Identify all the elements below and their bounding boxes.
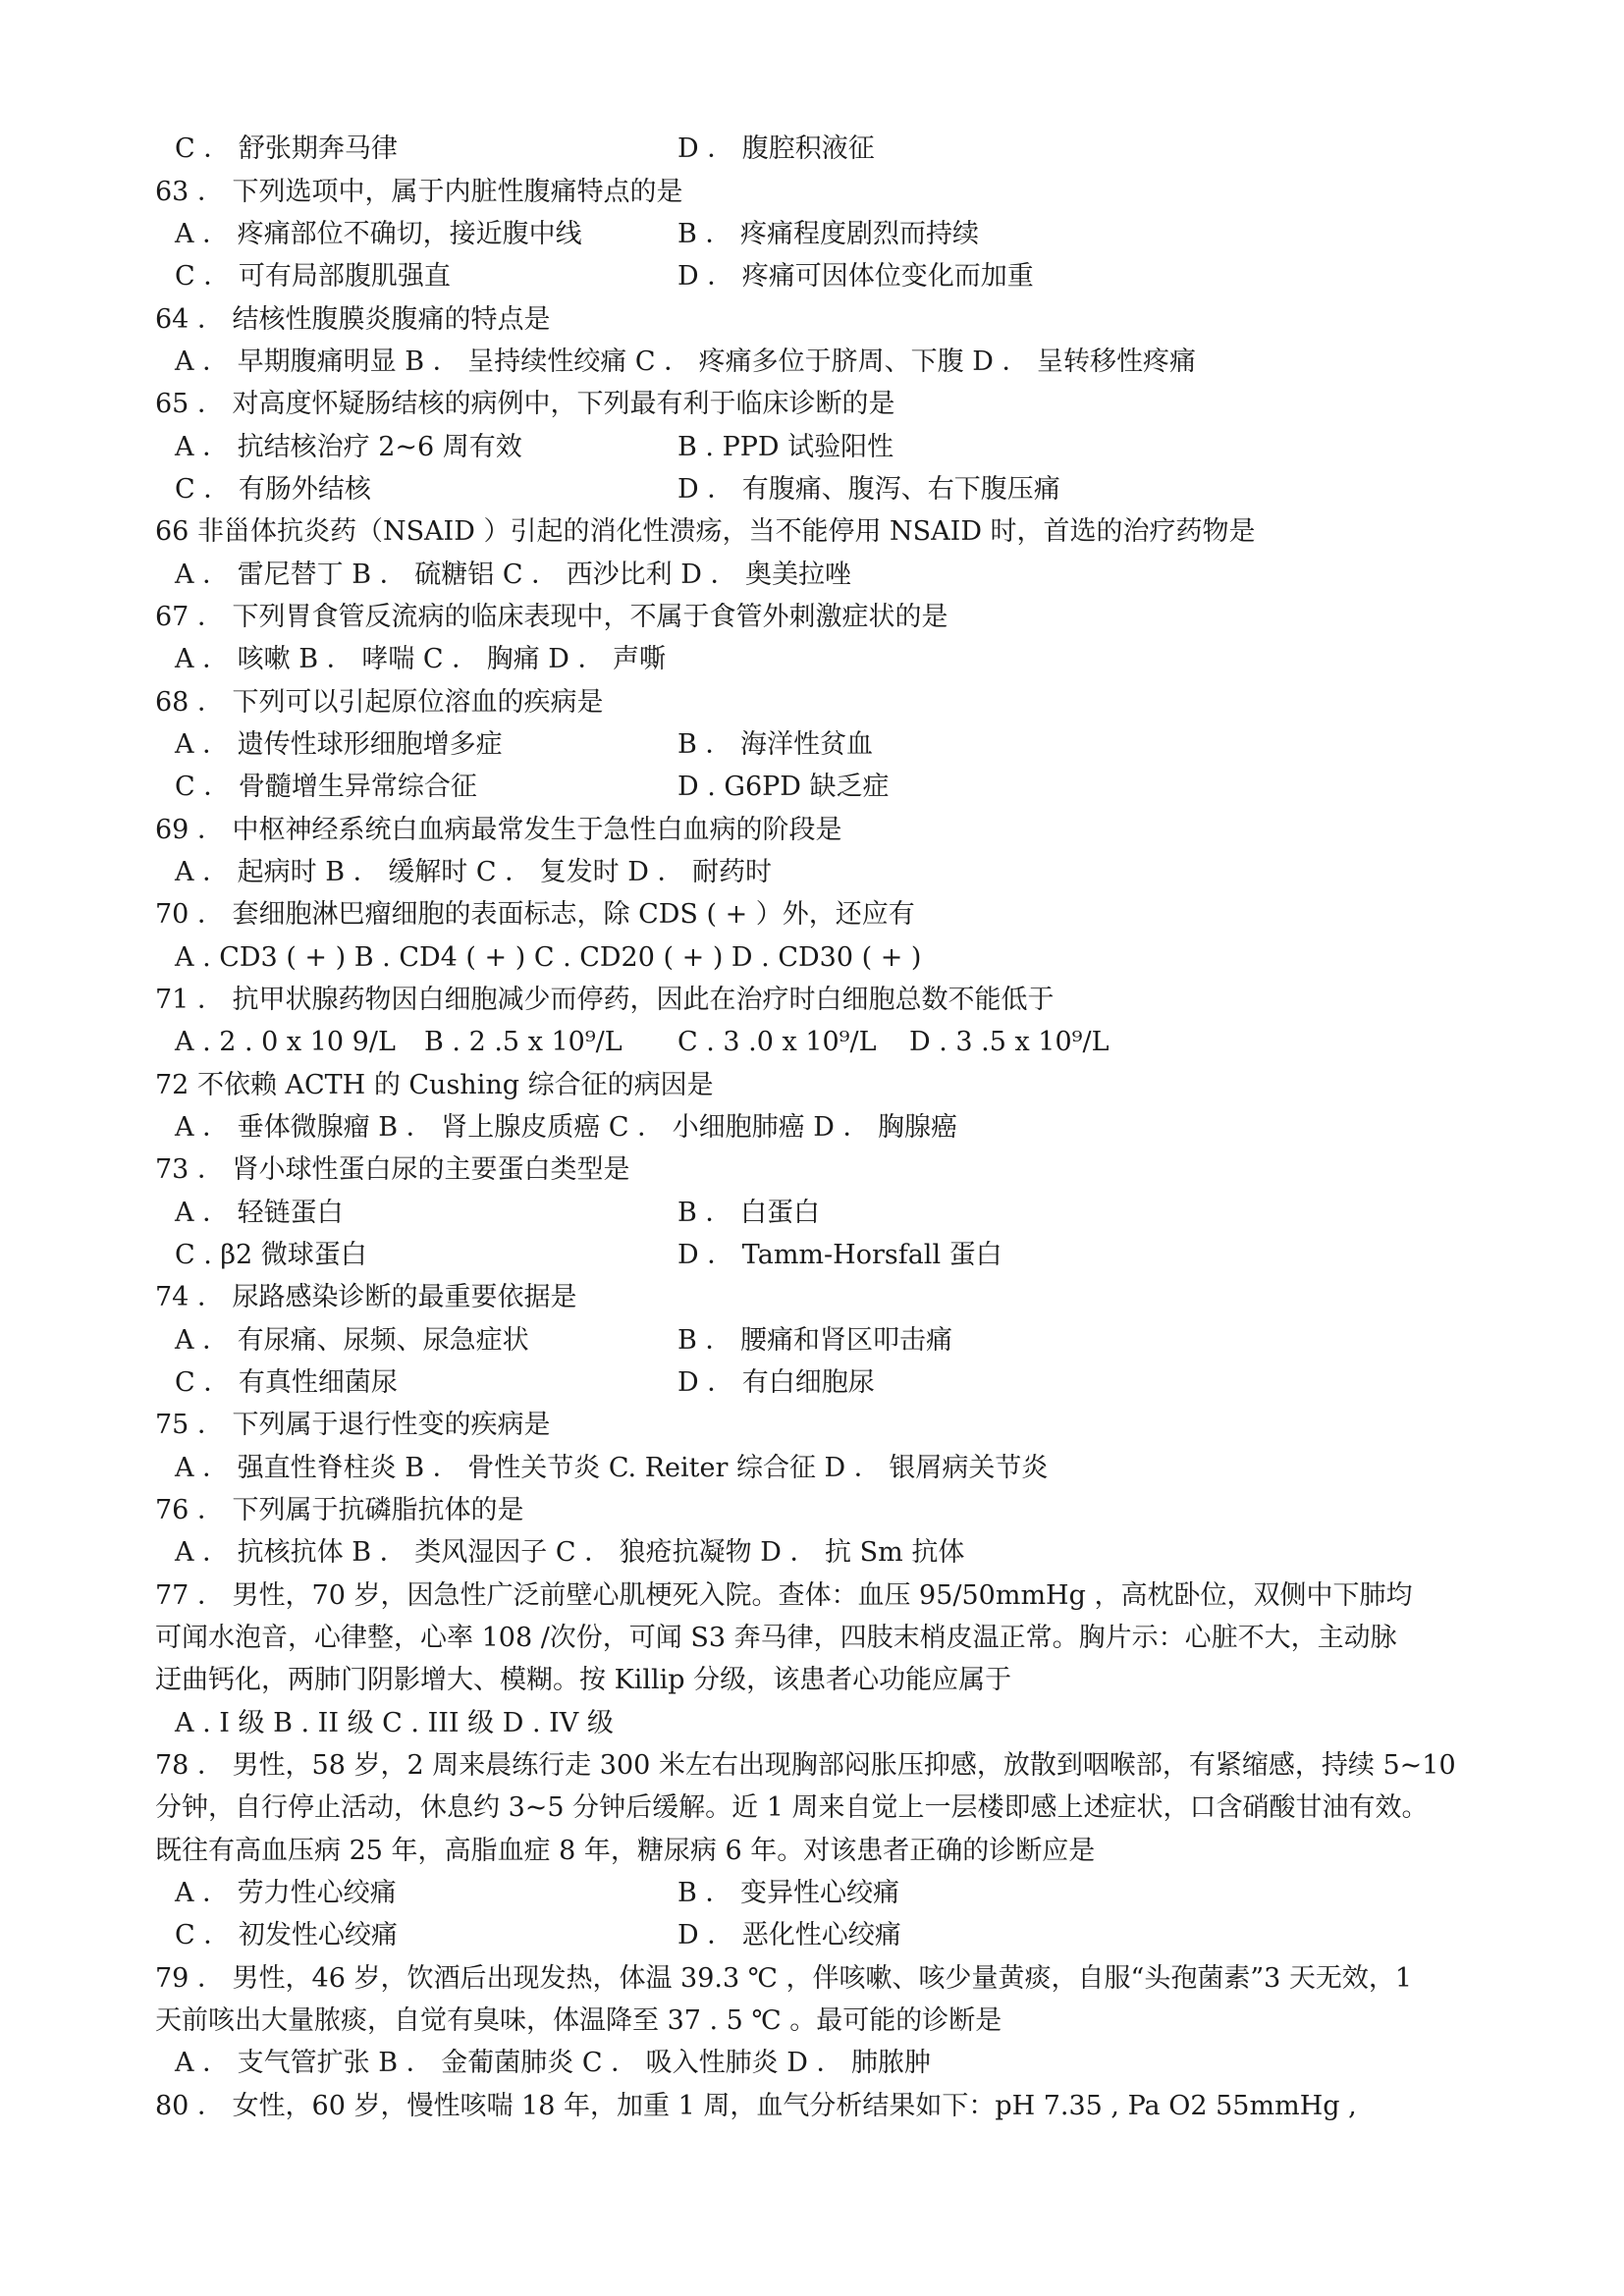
option-c: C ． 初发性心绞痛	[175, 1920, 398, 1950]
question-64: 64 ． 结核性腹膜炎腹痛的特点是	[155, 304, 551, 335]
question-66: 66 非甾体抗炎药（NSAID ）引起的消化性溃疡，当不能停用 NSAID 时，首选的治疗药物是	[155, 516, 1256, 547]
question-68: 68 ． 下列可以引起原位溶血的疾病是	[155, 687, 604, 718]
question-77-cont: 迂曲钙化，两肺门阴影增大、模糊。按 Killip 分级，该患者心功能应属于	[155, 1665, 1012, 1695]
question-74: 74 ． 尿路感染诊断的最重要依据是	[155, 1282, 577, 1312]
option-b: B ． 腰痛和肾区叩击痛	[677, 1325, 953, 1356]
option-c: C ． 舒张期奔马律	[175, 133, 398, 164]
options-row: A ． 起病时 B ． 缓解时 C ． 复发时 D ． 耐药时	[175, 857, 773, 887]
option-b: B . PPD 试验阳性	[677, 432, 894, 462]
question-69: 69 ． 中枢神经系统白血病最常发生于急性白血病的阶段是	[155, 815, 842, 845]
option-a: A ． 劳力性心绞痛	[175, 1878, 397, 1908]
option-d: D . G6PD 缺乏症	[677, 772, 890, 802]
question-73: 73 ． 肾小球性蛋白尿的主要蛋白类型是	[155, 1154, 630, 1185]
options-row: A ． 早期腹痛明显 B ． 呈持续性绞痛 C ． 疼痛多位于脐周、下腹 D ． 呈转移性疼痛	[175, 347, 1197, 377]
options-row: A ． 咳嗽 B ． 哮喘 C ． 胸痛 D ． 声嘶	[175, 644, 667, 674]
question-76: 76 ． 下列属于抗磷脂抗体的是	[155, 1495, 524, 1525]
question-72: 72 不依赖 ACTH 的 Cushing 综合征的病因是	[155, 1070, 714, 1100]
question-79: 79 ． 男性，46 岁，饮酒后出现发热，体温 39.3 ℃ ，伴咳嗽、咳少量黄痰，自服“头孢菌素”3 天无效，1	[155, 1963, 1413, 1994]
option-b: B ． 白蛋白	[677, 1198, 821, 1228]
question-79-cont: 天前咳出大量脓痰，自觉有臭味，体温降至 37 . 5 ℃ 。最可能的诊断是	[155, 2005, 1002, 2036]
option-a: A ． 轻链蛋白	[175, 1198, 344, 1228]
question-70: 70 ． 套细胞淋巴瘤细胞的表面标志，除 CDS ( + ）外，还应有	[155, 899, 915, 930]
options-row: A . I 级 B . II 级 C . III 级 D . IV 级	[175, 1708, 614, 1738]
option-d: D ． 腹腔积液征	[677, 133, 875, 164]
options-row: A ． 抗核抗体 B ． 类风湿因子 C ． 狼疮抗凝物 D ． 抗 Sm 抗体	[175, 1537, 965, 1568]
option-b: B ． 变异性心绞痛	[677, 1878, 900, 1908]
option-d: D ． 疼痛可因体位变化而加重	[677, 261, 1034, 292]
question-80: 80 ． 女性，60 岁，慢性咳喘 18 年，加重 1 周，血气分析结果如下：pH 7.35 , Pa O2 55mmHg ,	[155, 2091, 1357, 2121]
option-b: B ． 海洋性贫血	[677, 729, 874, 760]
option-d: D ． 有腹痛、腹泻、右下腹压痛	[677, 474, 1060, 505]
option-d: D ． Tamm-Horsfall 蛋白	[677, 1240, 1002, 1270]
option-c: C . β2 微球蛋白	[175, 1240, 367, 1270]
option-b: B ． 疼痛程度剧烈而持续	[677, 219, 980, 249]
option-d: D . 3 .5 x 10⁹/L	[909, 1027, 1110, 1057]
option-a: A . 2 . 0 x 10 9/L	[175, 1027, 396, 1057]
option-c: C ． 有肠外结核	[175, 474, 371, 505]
option-c: C ． 可有局部腹肌强直	[175, 261, 451, 292]
options-row: A ． 雷尼替丁 B ． 硫糖铝 C ． 西沙比利 D ． 奥美拉唑	[175, 560, 852, 590]
options-row: A ． 垂体微腺瘤 B ． 肾上腺皮质癌 C ． 小细胞肺癌 D ． 胸腺癌	[175, 1112, 958, 1143]
option-c: C ． 骨髓增生异常综合征	[175, 772, 477, 802]
options-row: A . CD3 ( + ) B . CD4 ( + ) C . CD20 ( + ) D . CD30 ( + )	[175, 942, 922, 973]
option-a: A ． 遗传性球形细胞增多症	[175, 729, 503, 760]
option-d: D ． 恶化性心绞痛	[677, 1920, 901, 1950]
question-78: 78 ． 男性，58 岁，2 周来晨练行走 300 米左右出现胸部闷胀压抑感，放散到咽喉部，有紧缩感，持续 5~10	[155, 1750, 1456, 1781]
question-65: 65 ． 对高度怀疑肠结核的病例中，下列最有利于临床诊断的是	[155, 389, 895, 419]
option-c: C . 3 .0 x 10⁹/L	[677, 1027, 877, 1057]
option-a: A ． 抗结核治疗 2~6 周有效	[175, 432, 522, 462]
question-78-cont: 既往有高血压病 25 年，高脂血症 8 年，糖尿病 6 年。对该患者正确的诊断应是	[155, 1836, 1096, 1866]
question-75: 75 ． 下列属于退行性变的疾病是	[155, 1410, 551, 1440]
question-77-cont: 可闻水泡音，心律整，心率 108 /次份，可闻 S3 奔马律，四肢末梢皮温正常。胸片示：心脏不大，主动脉	[155, 1623, 1397, 1653]
option-c: C ． 有真性细菌尿	[175, 1367, 398, 1398]
options-row: A ． 支气管扩张 B ． 金葡菌肺炎 C ． 吸入性肺炎 D ． 肺脓肿	[175, 2048, 932, 2078]
question-71: 71 ． 抗甲状腺药物因白细胞减少而停药，因此在治疗时白细胞总数不能低于	[155, 985, 1055, 1015]
question-67: 67 ． 下列胃食管反流病的临床表现中，不属于食管外刺激症状的是	[155, 602, 948, 632]
options-row: A ． 强直性脊柱炎 B ． 骨性关节炎 C. Reiter 综合征 D ． 银屑病关节炎	[175, 1453, 1049, 1483]
question-63: 63 ． 下列选项中，属于内脏性腹痛特点的是	[155, 177, 683, 207]
question-77: 77 ． 男性，70 岁，因急性广泛前壁心肌梗死入院。查体：血压 95/50mmHg ，高枕卧位，双侧中下肺均	[155, 1580, 1413, 1611]
option-b: B . 2 .5 x 10⁹/L	[424, 1027, 623, 1057]
question-78-cont: 分钟，自行停止活动，休息约 3~5 分钟后缓解。近 1 周来自觉上一层楼即感上述症状，口含硝酸甘油有效。	[155, 1792, 1429, 1823]
option-a: A ． 疼痛部位不确切，接近腹中线	[175, 219, 582, 249]
option-d: D ． 有白细胞尿	[677, 1367, 875, 1398]
option-a: A ． 有尿痛、尿频、尿急症状	[175, 1325, 529, 1356]
